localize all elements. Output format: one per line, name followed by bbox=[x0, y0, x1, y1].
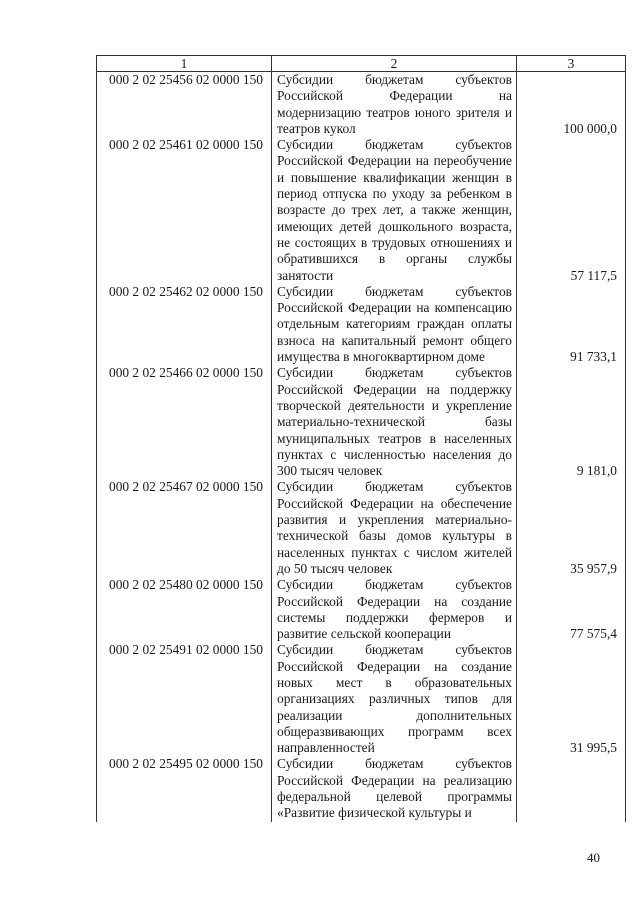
row-code: 000 2 02 25495 02 0000 150 bbox=[97, 756, 272, 821]
row-amount bbox=[517, 756, 626, 821]
table-row bbox=[97, 642, 626, 756]
row-description: Субсидии бюджетам субъектов Российской Федерации на обеспечение развития и укрепления материально-технической базы домов культуры в населенных пунктах с числом жителей до 50 тысяч человек bbox=[272, 479, 517, 577]
row-description: Субсидии бюджетам субъектов Российской Федерации на переобучение и повышение квалификации женщин в период отпуска по уходу за ребенком в возрасте до трех лет, а также женщин, имеющих детей дошкольного возраста, не состоящих в трудовых отношениях и обратившихся в органы службы занятости bbox=[272, 137, 517, 284]
row-code: 000 2 02 25467 02 0000 150 bbox=[97, 479, 272, 577]
page-number: 40 bbox=[587, 850, 600, 865]
table-row bbox=[97, 479, 626, 577]
table-row bbox=[97, 756, 626, 821]
row-amount: 100 000,0 bbox=[517, 72, 626, 138]
row-amount: 9 181,0 bbox=[517, 365, 626, 479]
row-description: Субсидии бюджетам субъектов Российской Федерации на модернизацию театров юного зрителя и театров кукол bbox=[272, 72, 517, 138]
column-header-1: 1 bbox=[97, 56, 272, 72]
column-header-3: 3 bbox=[517, 56, 626, 72]
row-amount: 91 733,1 bbox=[517, 284, 626, 365]
table-row bbox=[97, 365, 626, 479]
row-code: 000 2 02 25480 02 0000 150 bbox=[97, 577, 272, 642]
column-header-2: 2 bbox=[272, 56, 517, 72]
row-amount: 77 575,4 bbox=[517, 577, 626, 642]
row-description: Субсидии бюджетам субъектов Российской Федерации на поддержку творческой деятельности и укрепление материально-технической базы муниципальных театров в населенных пунктах с численностью населения до 300 тысяч человек bbox=[272, 365, 517, 479]
row-amount: 31 995,5 bbox=[517, 642, 626, 756]
row-code: 000 2 02 25491 02 0000 150 bbox=[97, 642, 272, 756]
row-code: 000 2 02 25462 02 0000 150 bbox=[97, 284, 272, 365]
table-row bbox=[97, 577, 626, 642]
row-description: Субсидии бюджетам субъектов Российской Федерации на реализацию федеральной целевой программы «Развитие физической культуры и bbox=[272, 756, 517, 821]
row-code: 000 2 02 25461 02 0000 150 bbox=[97, 137, 272, 284]
row-description: Субсидии бюджетам субъектов Российской Федерации на компенсацию отдельным категориям граждан оплаты взноса на капитальный ремонт общего имущества в многоквартирном доме bbox=[272, 284, 517, 365]
row-amount: 35 957,9 bbox=[517, 479, 626, 577]
row-code: 000 2 02 25466 02 0000 150 bbox=[97, 365, 272, 479]
row-description: Субсидии бюджетам субъектов Российской Федерации на создание системы поддержки фермеров и развитие сельской кооперации bbox=[272, 577, 517, 642]
table-row bbox=[97, 284, 626, 365]
header-row bbox=[97, 56, 626, 72]
table-row bbox=[97, 72, 626, 138]
row-code: 000 2 02 25456 02 0000 150 bbox=[97, 72, 272, 138]
table-row bbox=[97, 137, 626, 284]
row-amount: 57 117,5 bbox=[517, 137, 626, 284]
budget-table bbox=[96, 55, 626, 822]
row-description: Субсидии бюджетам субъектов Российской Федерации на создание новых мест в образовательных организациях различных типов для реализации дополнительных общеразвивающих программ всех направленностей bbox=[272, 642, 517, 756]
